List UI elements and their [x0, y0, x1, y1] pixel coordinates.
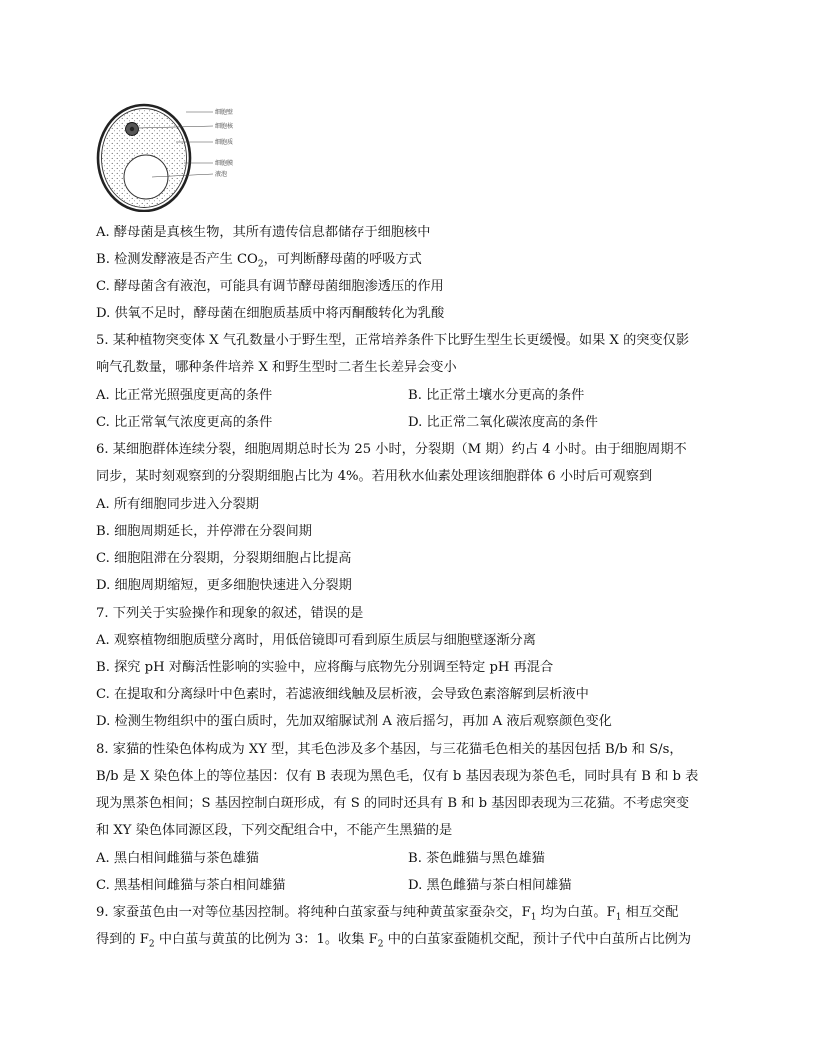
q8-stem-line-3: 现为黑茶色相间；S 基因控制白斑形成，有 S 的同时还具有 B 和 b 基因即表现为三花猫。不考虑突变 [96, 796, 690, 811]
q6-option-d: D. 细胞周期缩短，更多细胞快速进入分裂期 [96, 578, 352, 593]
q8-stem-line-2: B/b 是 X 染色体上的等位基因：仅有 B 表现为黑色毛，仅有 b 基因表现为茶色毛，同时具有 B 和 b 表 [96, 769, 699, 784]
q7-option-a: A. 观察植物细胞质壁分离时，用低倍镜即可看到原生质层与细胞壁逐渐分离 [96, 633, 536, 648]
q8-option-c: C. 黑基相间雌猫与茶白相间雄猫 [96, 878, 286, 893]
q5-option-c: C. 比正常氧气浓度更高的条件 [96, 415, 273, 430]
q8-option-a: A. 黑白相间雌猫与茶色雄猫 [96, 851, 259, 866]
label-cytoplasm: 细胞质 [215, 139, 234, 146]
q5-option-d: D. 比正常二氧化碳浓度高的条件 [408, 415, 598, 430]
q7-option-b: B. 探究 pH 对酶活性影响的实验中，应将酶与底物先分别调至特定 pH 再混合 [96, 660, 554, 675]
q7-option-c: C. 在提取和分离绿叶中色素时，若滤液细线触及层析液，会导致色素溶解到层析液中 [96, 687, 589, 702]
q4-option-d: D. 供氧不足时，酵母菌在细胞质基质中将丙酮酸转化为乳酸 [96, 306, 445, 321]
q9-stem-line-2: 得到的 $F_2$ 中白茧与黄茧的比例为 3：1。收集 $F_2$ 中的白茧家蚕随机交配，预计子代中白茧所占比例为 [96, 932, 692, 950]
q6-stem-line-1: 6. 某细胞群体连续分裂，细胞周期总时长为 25 小时，分裂期（M 期）约占 4 小时。由于细胞周期不 [96, 442, 687, 457]
q5-stem-line-2: 响气孔数量，哪种条件培养 X 和野生型时二者生长差异会变小 [96, 360, 457, 375]
q8-option-b: B. 茶色雌猫与黑色雄猫 [408, 851, 545, 866]
q6-stem-line-2: 同步，某时刻观察到的分裂期细胞占比为 4%。若用秋水仙素处理该细胞群体 6 小时后可观察到 [96, 469, 653, 484]
q4-option-a: A. 酵母菌是真核生物，其所有遗传信息都储存于细胞核中 [96, 225, 431, 240]
q7-option-d: D. 检测生物组织中的蛋白质时，先加双缩脲试剂 A 液后摇匀，再加 A 液后观察颜色变化 [96, 714, 612, 729]
q6-option-a: A. 所有细胞同步进入分裂期 [96, 497, 259, 512]
vacuole-shape [124, 155, 168, 199]
label-vacuole: 液泡 [215, 171, 228, 178]
q8-stem-line-1: 8. 家猫的性染色体构成为 XY 型，其毛色涉及多个基因，与三花猫毛色相关的基因包括 B/b 和 S/s， [96, 742, 683, 757]
q6-option-c: C. 细胞阻滞在分裂期，分裂期细胞占比提高 [96, 551, 352, 566]
label-cell-membrane: 细胞膜 [215, 160, 234, 167]
q5-stem-line-1: 5. 某种植物突变体 X 气孔数量小于野生型，正常培养条件下比野生型生长更缓慢。如果 X 的突变仅影 [96, 333, 690, 348]
q6-option-b: B. 细胞周期延长，并停滞在分裂间期 [96, 524, 312, 539]
label-nucleus: 细胞核 [215, 123, 234, 130]
q8-option-d: D. 黑色雌猫与茶白相间雄猫 [408, 878, 572, 893]
q8-stem-line-4: 和 XY 染色体同源区段，下列交配组合中，不能产生黑猫的是 [96, 823, 453, 838]
label-cell-wall: 细胞壁 [215, 109, 234, 116]
q7-stem: 7. 下列关于实验操作和现象的叙述，错误的是 [96, 606, 364, 621]
q9-stem-line-1: 9. 家蚕茧色由一对等位基因控制。将纯种白茧家蚕与纯种黄茧家蚕杂交，$F_1$ 均为白茧。$F_1$ 相互交配 [96, 905, 679, 923]
q4-option-b: B. 检测发酵液是否产生 $CO_2$，可判断酵母菌的呼吸方式 [96, 252, 422, 270]
q5-option-b: B. 比正常土壤水分更高的条件 [408, 388, 585, 403]
q5-option-a: A. 比正常光照强度更高的条件 [96, 388, 273, 403]
q4-option-c: C. 酵母菌含有液泡，可能具有调节酵母菌细胞渗透压的作用 [96, 279, 444, 294]
yeast-cell-figure [96, 102, 246, 212]
